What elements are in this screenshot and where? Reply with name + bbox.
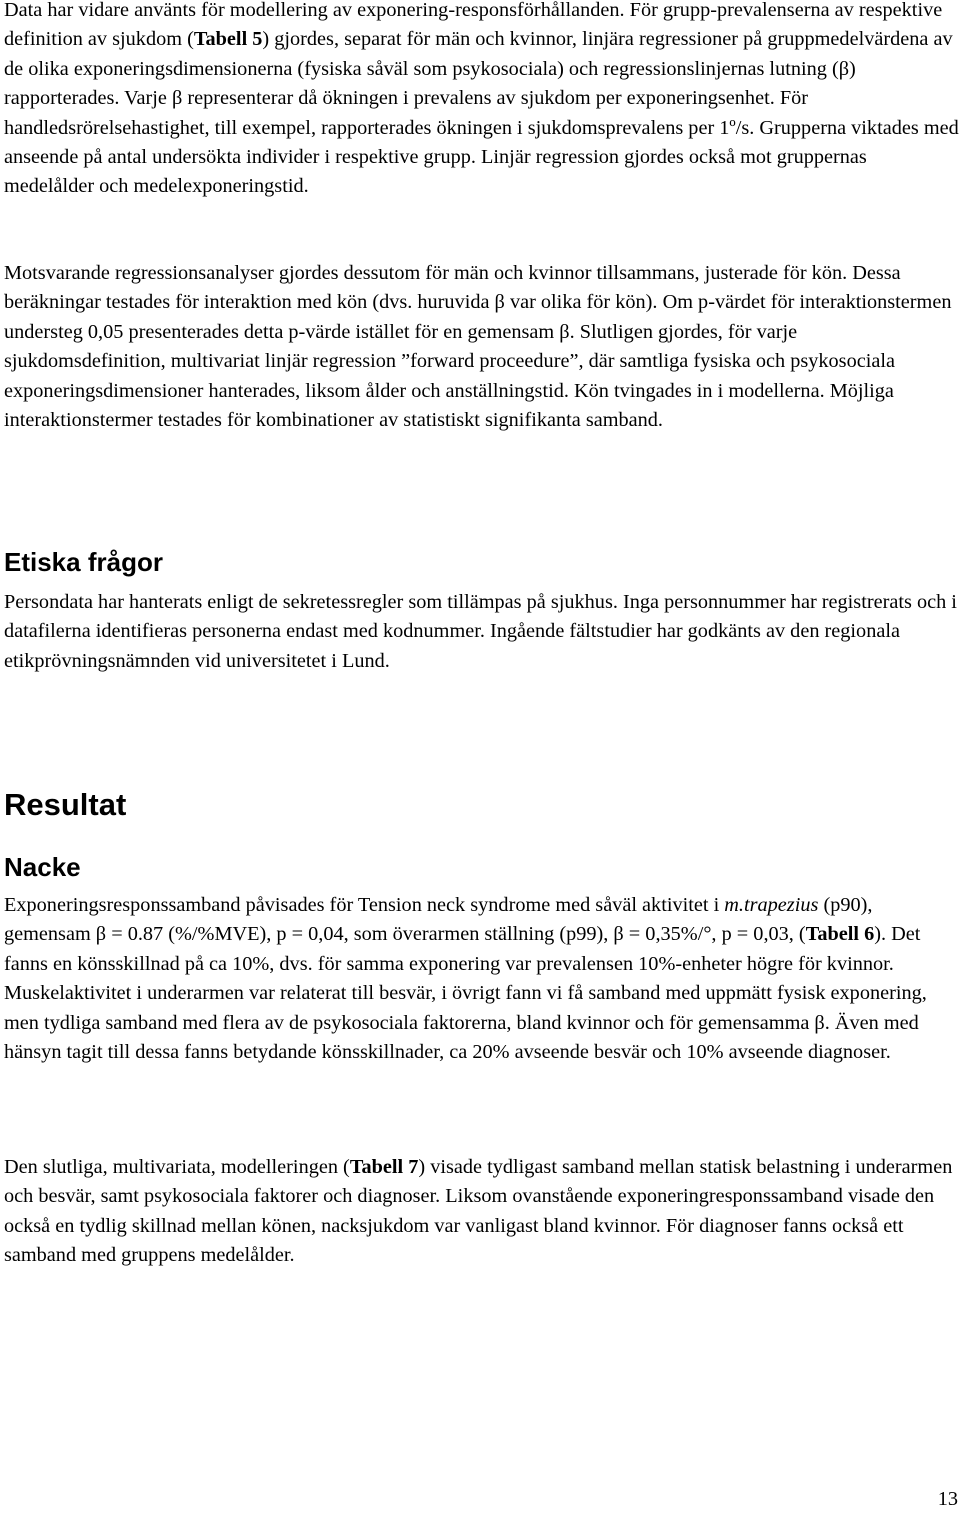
paragraph-modelling (4, 0, 959, 202)
text-run: Varje β representerar då ökningen i prevalens av sjukdom per exponeringsenhet. För handledsrörelsehastighet, till exempel, rapporterades ökningen i sjukdomsprevalens per 1º/s. Grupperna viktades med anseende på antal undersökta individer i respektive grupp. Linjär regression gjordes också mot gruppernas medelålder och medelexponeringstid. (4, 87, 959, 198)
paragraph-ethics: Persondata har hanterats enligt de sekretessregler som tillämpas på sjukhus. Inga personnummer har registrerats och i datafilerna identifieras personerna endast med kodnummer. Ingående fältstudier har godkänts av den regionala etikprövningsnämnden vid universitetet i Lund. (4, 591, 957, 672)
table-reference: Tabell 6 (805, 923, 875, 946)
text-run: ). Det fanns en könsskillnad på ca 10%, dvs. för samma exponering var prevalensen 10%-enheter högre för kvinnor. Muskelaktivitet i underarmen var relaterat till besvär, i övrigt fann vi få samband med uppmätt fysisk exponering, men tydliga samband med flera av de psykosociala faktorerna, bland kvinnor och för gemensamma β. Även med hänsyn tagit till dessa fanns betydande könsskillnader, ca 20% avseende besvär och 10% avseende diagnoser. (4, 923, 927, 1064)
text-run: ) gjordes, separat för män och kvinnor, linjära regressioner på gruppmedelvärdena av de olika exponeringsdimensionerna (fysiska såväl som psykosociala) och regressionslinjernas lutning (β) rapporterades. (4, 28, 953, 110)
heading-nacke: Nacke (4, 852, 81, 882)
muscle-name: m.trapezius (724, 894, 819, 916)
page-number: 13 (937, 1488, 958, 1510)
paragraph-multivariate (4, 1153, 959, 1271)
text-run: Exponeringsresponssamband påvisades för Tension neck syndrome med såväl aktivitet i (4, 894, 725, 916)
paragraph-neck-results (4, 891, 959, 1067)
text-run: (p90), gemensam β = 0.87 (%/%MVE), p = 0,04, som överarmen ställning (p99), β = 0,35%/°, p = 0,03, ( (4, 894, 873, 946)
heading-resultat: Resultat (4, 787, 127, 822)
text-run: ) visade tydligast samband mellan statisk belastning i underarmen och besvär, samt psykosociala faktorer och diagnoser. Liksom ovanstående exponeringresponssamband visade den också en tydlig skillnad mellan könen, nacksjukdom var vanligast bland kvinnor. För diagnoser fanns också ett samband med gruppens medelålder. (4, 1156, 953, 1267)
text-run: Data har vidare använts för modellering av exponering-responsförhållanden. För grupp-prevalenserna av respektive definition av sjukdom ( (4, 0, 943, 51)
paragraph-regression: Motsvarande regressionsanalyser gjordes dessutom för män och kvinnor tillsammans, justerade för kön. Dessa beräkningar testades för interaktion med kön (dvs. huruvida β var olika för kön). Om p-värdet för interaktionstermen understeg 0,05 presenterades detta p-värde istället för en gemensam β. Slutligen gjordes, för varje sjukdomsdefinition, multivariat linjär regression ”forward proceedure”, där samtliga fysiska och psykosociala exponeringsdimensioner hanterades, liksom ålder och anställningstid. Kön tvingades in i modellerna. Möjliga interaktionstermer testades för kombinationer av statistiskt signifikanta samband. (4, 262, 952, 432)
table-reference: Tabell 7 (349, 1156, 419, 1178)
table-reference: Tabell 5 (193, 28, 263, 51)
heading-etiska-fragor: Etiska frågor (4, 547, 163, 577)
text-run: Den slutliga, multivariata, modelleringen ( (4, 1156, 350, 1178)
